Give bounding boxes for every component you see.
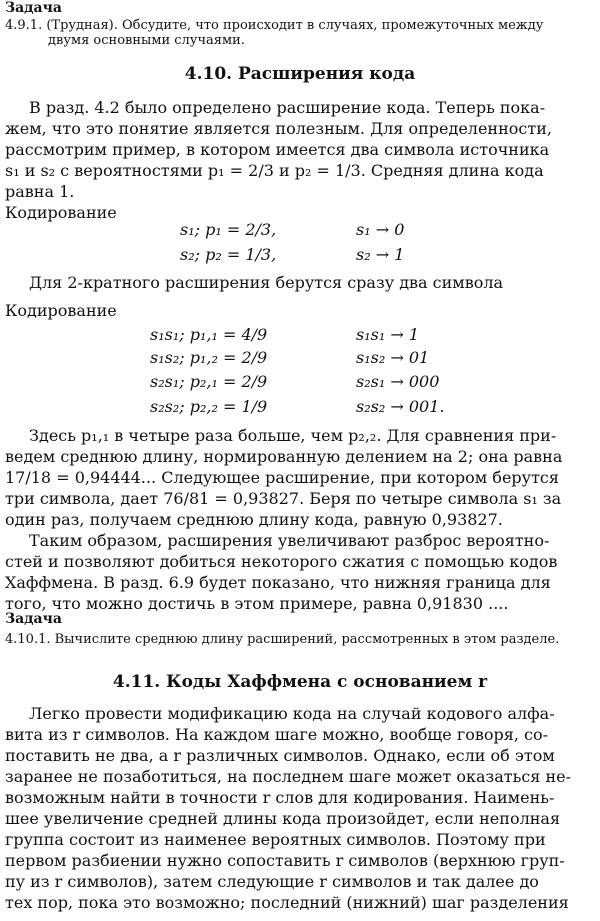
para1-line: В разд. 4.2 было определено расширение кода. Теперь пока- (29, 98, 546, 117)
table1-code-row: s₂ → 1 (356, 245, 405, 264)
para2-line: 17/18 = 0,94444... Следующее расширение, при котором берутся (5, 468, 559, 487)
task-4-10-1: 4.10.1. Вычислите среднюю длину расширений, рассмотренных в этом разделе. (5, 632, 560, 647)
table2-sym-row: s₁s₂; p₁,₂ = 2/9 (150, 348, 268, 367)
task-4-9-1-line2: двумя основными случаями. (48, 33, 245, 48)
para4-line: тех пор, пока это возможно; последний (нижний) шаг разделения (5, 893, 569, 912)
table1-sym-row: s₁; p₁ = 2/3, (180, 220, 277, 239)
coding-label-2: Кодирование (5, 301, 117, 320)
para1-line: жем, что это понятие является полезным. Для определенности, (5, 119, 552, 138)
para3-line: Таким образом, расширения увеличивают разброс вероятно- (29, 531, 550, 550)
section-4-10-para3 (5, 530, 593, 614)
task-4-9-1-line1: 4.9.1. (Трудная). Обсудите, что происходит в случаях, промежуточных между (5, 18, 544, 33)
table2-code-row: s₁s₁ → 1 (356, 325, 420, 344)
para1-line: s₁ и s₂ с вероятностями p₁ = 2/3 и p₂ = 1/3. Средняя длина кода (5, 161, 544, 180)
table2-code-row: s₁s₂ → 01 (356, 348, 430, 367)
para2-line: Здесь p₁,₁ в четыре раза больше, чем p₂,₂. Для сравнения при- (29, 426, 557, 445)
para2-line: один раз, получаем среднюю длину кода, равную 0,93827. (5, 510, 503, 529)
table2-sym-row: s₂s₂; p₂,₂ = 1/9 (150, 397, 268, 416)
section-4-10-para1 (5, 97, 593, 202)
extension-line: Для 2-кратного расширения берутся сразу два символа (29, 273, 504, 292)
para4-line: пу из r символов), затем следующие r символов и так далее до (5, 872, 539, 891)
table2-code-row: s₂s₂ → 001. (356, 397, 445, 416)
task-heading-2: Задача (5, 611, 62, 627)
para4-line: шее увеличение средней длины кода произойдет, если неполная (5, 809, 561, 828)
table2-code-row: s₂s₁ → 000 (356, 372, 440, 391)
table1-sym-row: s₂; p₂ = 1/3, (180, 245, 277, 264)
para4-line: группа состоит из наименее вероятных символов. Поэтому при (5, 830, 546, 849)
para2-line: ведем среднюю длину, нормированную делением на 2; она равна (5, 447, 563, 466)
para4-line: Легко провести модификацию кода на случай кодового алфа- (29, 704, 555, 723)
para2-line: три символа, дает 76/81 = 0,93827. Беря по четыре символа s₁ за (5, 489, 562, 508)
para4-line: поставить не два, а r различных символов. Однако, если об этом (5, 746, 555, 765)
para3-line: того, что можно достичь в этом примере, равна 0,91830 .... (5, 594, 509, 613)
para4-line: возможным найти в точности r слов для кодирования. Наимень- (5, 788, 555, 807)
para4-line: первом разбиении нужно сопоставить r символов (верхнюю груп- (5, 851, 565, 870)
coding-label-1: Кодирование (5, 203, 117, 222)
para3-line: стей и позволяют добиться некоторого сжатия с помощью кодов (5, 552, 558, 571)
section-4-11-para (5, 703, 593, 913)
table2-sym-row: s₁s₁; p₁,₁ = 4/9 (150, 325, 268, 344)
section-4-10-title: 4.10. Расширения кода (184, 64, 416, 84)
para1-line: равна 1. (5, 182, 75, 201)
task-heading: Задача (5, 0, 62, 16)
para4-line: заранее не позаботиться, на последнем шаге может оказаться не- (5, 767, 572, 786)
para1-line: рассмотрим пример, в котором имеется два символа источника (5, 140, 550, 159)
para4-line: вита из r символов. На каждом шаге можно, вообще говоря, со- (5, 725, 549, 744)
para3-line: Хаффмена. В разд. 6.9 будет показано, что нижняя граница для (5, 573, 551, 592)
table2-sym-row: s₂s₁; p₂,₁ = 2/9 (150, 372, 268, 391)
table1-code-row: s₁ → 0 (356, 220, 405, 239)
section-4-11-title: 4.11. Коды Хаффмена с основанием r (112, 672, 488, 692)
section-4-10-para2 (5, 425, 593, 530)
